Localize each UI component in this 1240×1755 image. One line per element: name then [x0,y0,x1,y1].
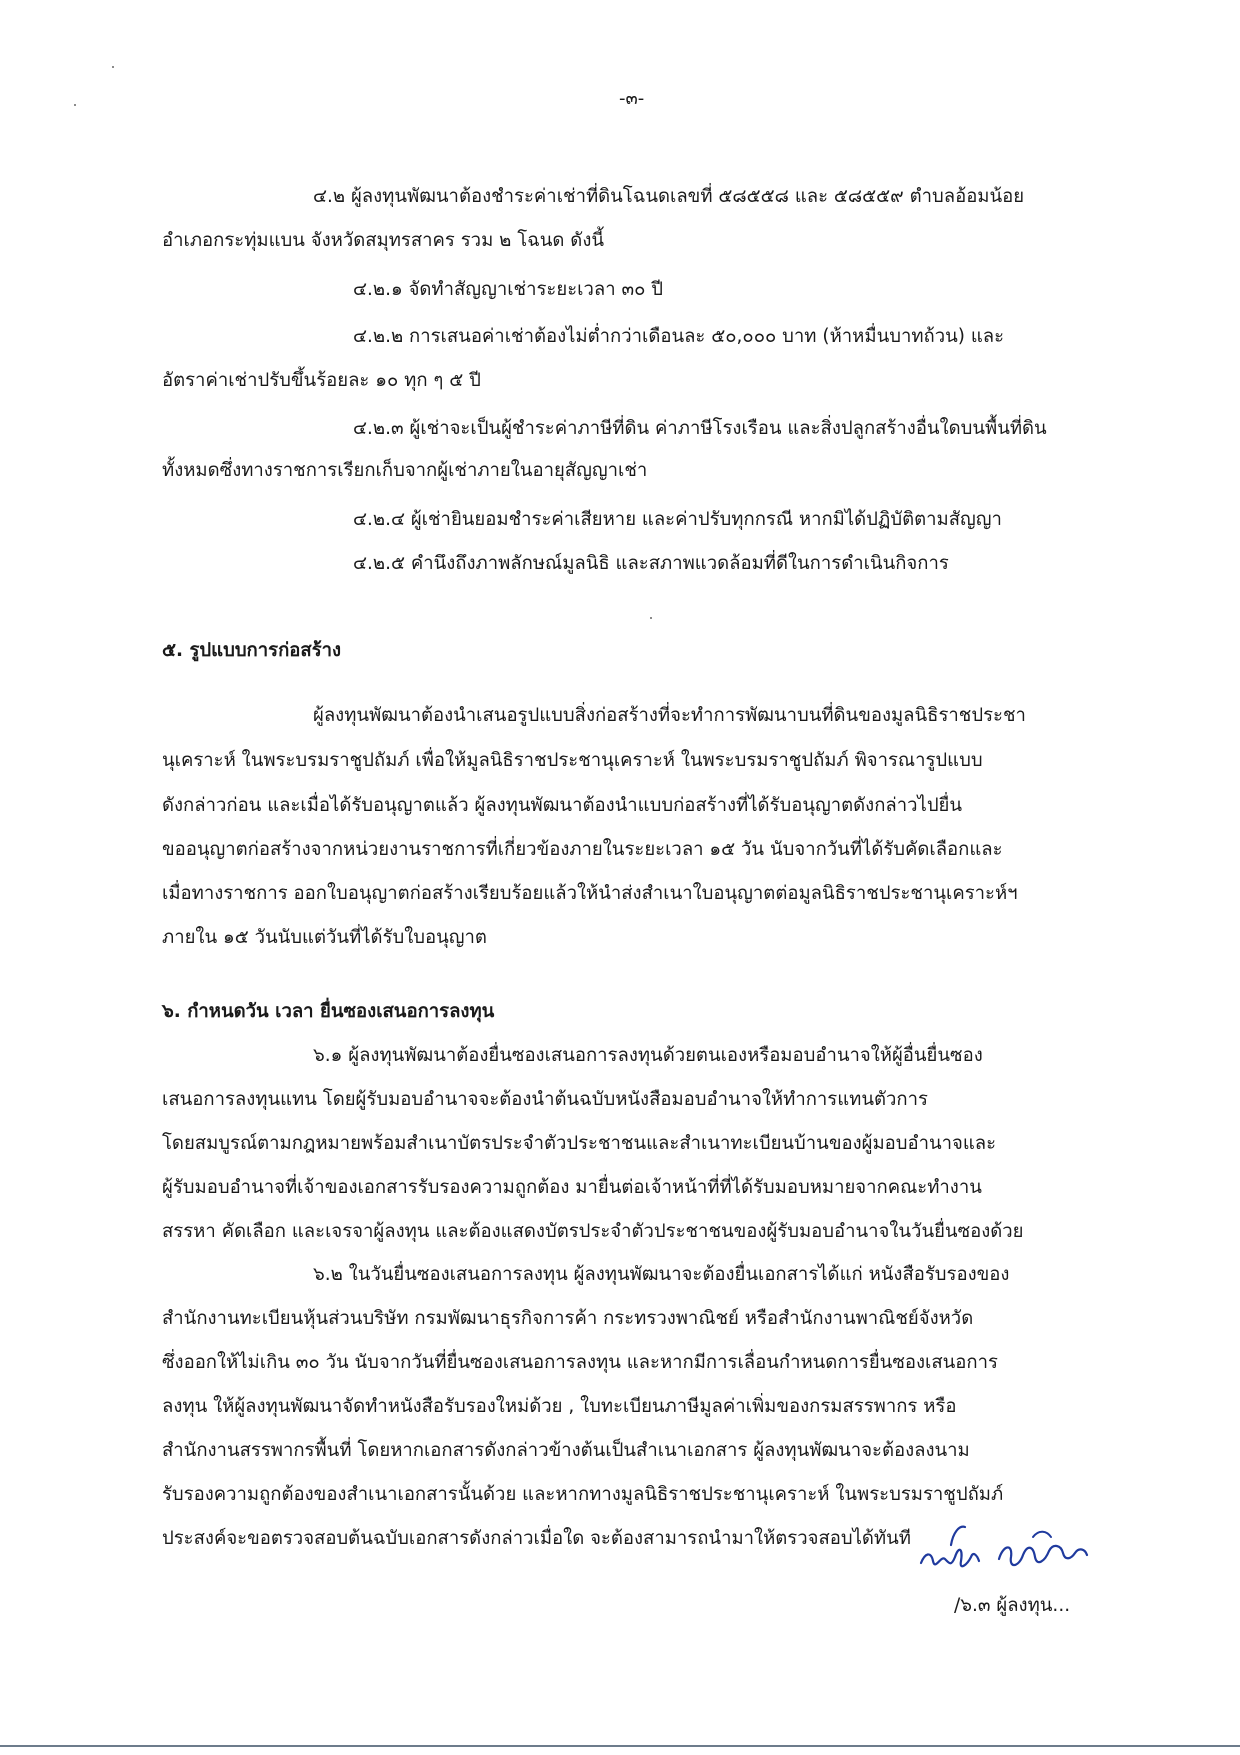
section-6-2-line: ลงทุน ให้ผู้ลงทุนพัฒนาจัดทำหนังสือรับรองใหม่ด้วย , ใบทะเบียนภาษีมูลค่าเพิ่มของกรมสรรพากร หรือ [162,1396,957,1417]
section-4-2-item-2-line2: อัตราค่าเช่าปรับขึ้นร้อยละ ๑๐ ทุก ๆ ๕ ปี [162,370,481,391]
section-6-2-line: รับรองความถูกต้องของสำเนาเอกสารนั้นด้วย และหากทางมูลนิธิราชประชานุเคราะห์ ในพระบรมราชูปถัมภ์ [162,1484,1004,1505]
section-4-2-item-4: ๔.๒.๔ ผู้เช่ายินยอมชำระค่าเสียหาย และค่าปรับทุกกรณี หากมิได้ปฏิบัติตามสัญญา [353,509,1002,530]
scan-speck [650,617,652,619]
scan-speck [74,104,76,106]
section-5-line: ขออนุญาตก่อสร้างจากหน่วยงานราชการที่เกี่ยวข้องภายในระยะเวลา ๑๕ วัน นับจากวันที่ได้รับคัดเลือกและ [162,839,1003,860]
section-6-2-line: สำนักงานทะเบียนหุ้นส่วนบริษัท กรมพัฒนาธุรกิจการค้า กระทรวงพาณิชย์ หรือสำนักงานพาณิชย์จังหวัด [162,1308,974,1329]
section-6-2-line: สำนักงานสรรพากรพื้นที่ โดยหากเอกสารดังกล่าวข้างต้นเป็นสำเนาเอกสาร ผู้ลงทุนพัฒนาจะต้องลงนาม [162,1440,970,1461]
scan-speck [112,66,114,68]
section-5-line: ดังกล่าวก่อน และเมื่อได้รับอนุญาตแล้ว ผู้ลงทุนพัฒนาต้องนำแบบก่อสร้างที่ได้รับอนุญาตดังกล่าวไปยื่น [162,795,963,816]
section-6-2-line: ซึ่งออกให้ไม่เกิน ๓๐ วัน นับจากวันที่ยื่นซองเสนอการลงทุน และหากมีการเลื่อนกำหนดการยื่นซองเสนอการ [162,1352,998,1373]
scan-bottom-edge [0,1745,1240,1747]
section-4-2-item-5: ๔.๒.๕ คำนึงถึงภาพลักษณ์มูลนิธิ และสภาพแวดล้อมที่ดีในการดำเนินกิจการ [353,553,949,574]
section-5-line: นุเคราะห์ ในพระบรมราชูปถัมภ์ เพื่อให้มูลนิธิราชประชานุเคราะห์ ในพระบรมราชูปถัมภ์ พิจารณารูปแบบ [162,750,983,771]
section-4-2-intro-line2: อำเภอกระทุ่มแบน จังหวัดสมุทรสาคร รวม ๒ โฉนด ดังนี้ [162,230,604,251]
section-6-1-line: ๖.๑ ผู้ลงทุนพัฒนาต้องยื่นซองเสนอการลงทุนด้วยตนเองหรือมอบอำนาจให้ผู้อื่นยื่นซอง [313,1045,983,1066]
section-6-2-line: ประสงค์จะขอตรวจสอบต้นฉบับเอกสารดังกล่าวเมื่อใด จะต้องสามารถนำมาให้ตรวจสอบได้ทันที [162,1528,911,1549]
section-4-2-item-2-line1: ๔.๒.๒ การเสนอค่าเช่าต้องไม่ต่ำกว่าเดือนละ ๕๐,๐๐๐ บาท (ห้าหมื่นบาทถ้วน) และ [353,326,1005,347]
handwritten-signature [915,1515,1095,1585]
section-6-1-line: เสนอการลงทุนแทน โดยผู้รับมอบอำนาจจะต้องนำต้นฉบับหนังสือมอบอำนาจให้ทำการแทนตัวการ [162,1089,928,1110]
section-5-line: เมื่อทางราชการ ออกใบอนุญาตก่อสร้างเรียบร้อยแล้วให้นำส่งสำเนาใบอนุญาตต่อมูลนิธิราชประชานุเคราะห์ฯ [162,883,1018,904]
page-number: -๓- [619,88,645,109]
section-4-2-item-3-line1: ๔.๒.๓ ผู้เช่าจะเป็นผู้ชำระค่าภาษีที่ดิน ค่าภาษีโรงเรือน และสิ่งปลูกสร้างอื่นใดบนพื้นที่ดิน [353,418,1047,439]
section-5-line: ภายใน ๑๕ วันนับแต่วันที่ได้รับใบอนุญาต [162,927,487,948]
section-6-1-line: ผู้รับมอบอำนาจที่เจ้าของเอกสารรับรองความถูกต้อง มายื่นต่อเจ้าหน้าที่ที่ได้รับมอบหมายจากคณะทำงาน [162,1177,982,1198]
section-4-2-item-3-line2: ทั้งหมดซึ่งทางราชการเรียกเก็บจากผู้เช่าภายในอายุสัญญาเช่า [162,460,648,481]
section-5-line: ผู้ลงทุนพัฒนาต้องนำเสนอรูปแบบสิ่งก่อสร้างที่จะทำการพัฒนาบนที่ดินของมูลนิธิราชประชา [313,705,1026,726]
section-6-1-line: สรรหา คัดเลือก และเจรจาผู้ลงทุน และต้องแสดงบัตรประจำตัวประชาชนของผู้รับมอบอำนาจในวันยื่นซองด้วย [162,1221,1024,1242]
continuation-note: /๖.๓ ผู้ลงทุน... [954,1595,1071,1616]
section-6-heading: ๖. กำหนดวัน เวลา ยื่นซองเสนอการลงทุน [162,1001,495,1022]
section-4-2-item-1: ๔.๒.๑ จัดทำสัญญาเช่าระยะเวลา ๓๐ ปี [353,279,664,300]
section-5-heading: ๕. รูปแบบการก่อสร้าง [162,640,342,661]
section-6-2-line: ๖.๒ ในวันยื่นซองเสนอการลงทุน ผู้ลงทุนพัฒนาจะต้องยื่นเอกสารได้แก่ หนังสือรับรองของ [313,1264,1010,1285]
section-4-2-intro-line1: ๔.๒ ผู้ลงทุนพัฒนาต้องชำระค่าเช่าที่ดินโฉนดเลขที่ ๕๘๕๕๘ และ ๕๘๕๕๙ ตำบลอ้อมน้อย [313,186,1025,207]
section-6-1-line: โดยสมบูรณ์ตามกฎหมายพร้อมสำเนาบัตรประจำตัวประชาชนและสำเนาทะเบียนบ้านของผู้มอบอำนาจและ [162,1133,997,1154]
